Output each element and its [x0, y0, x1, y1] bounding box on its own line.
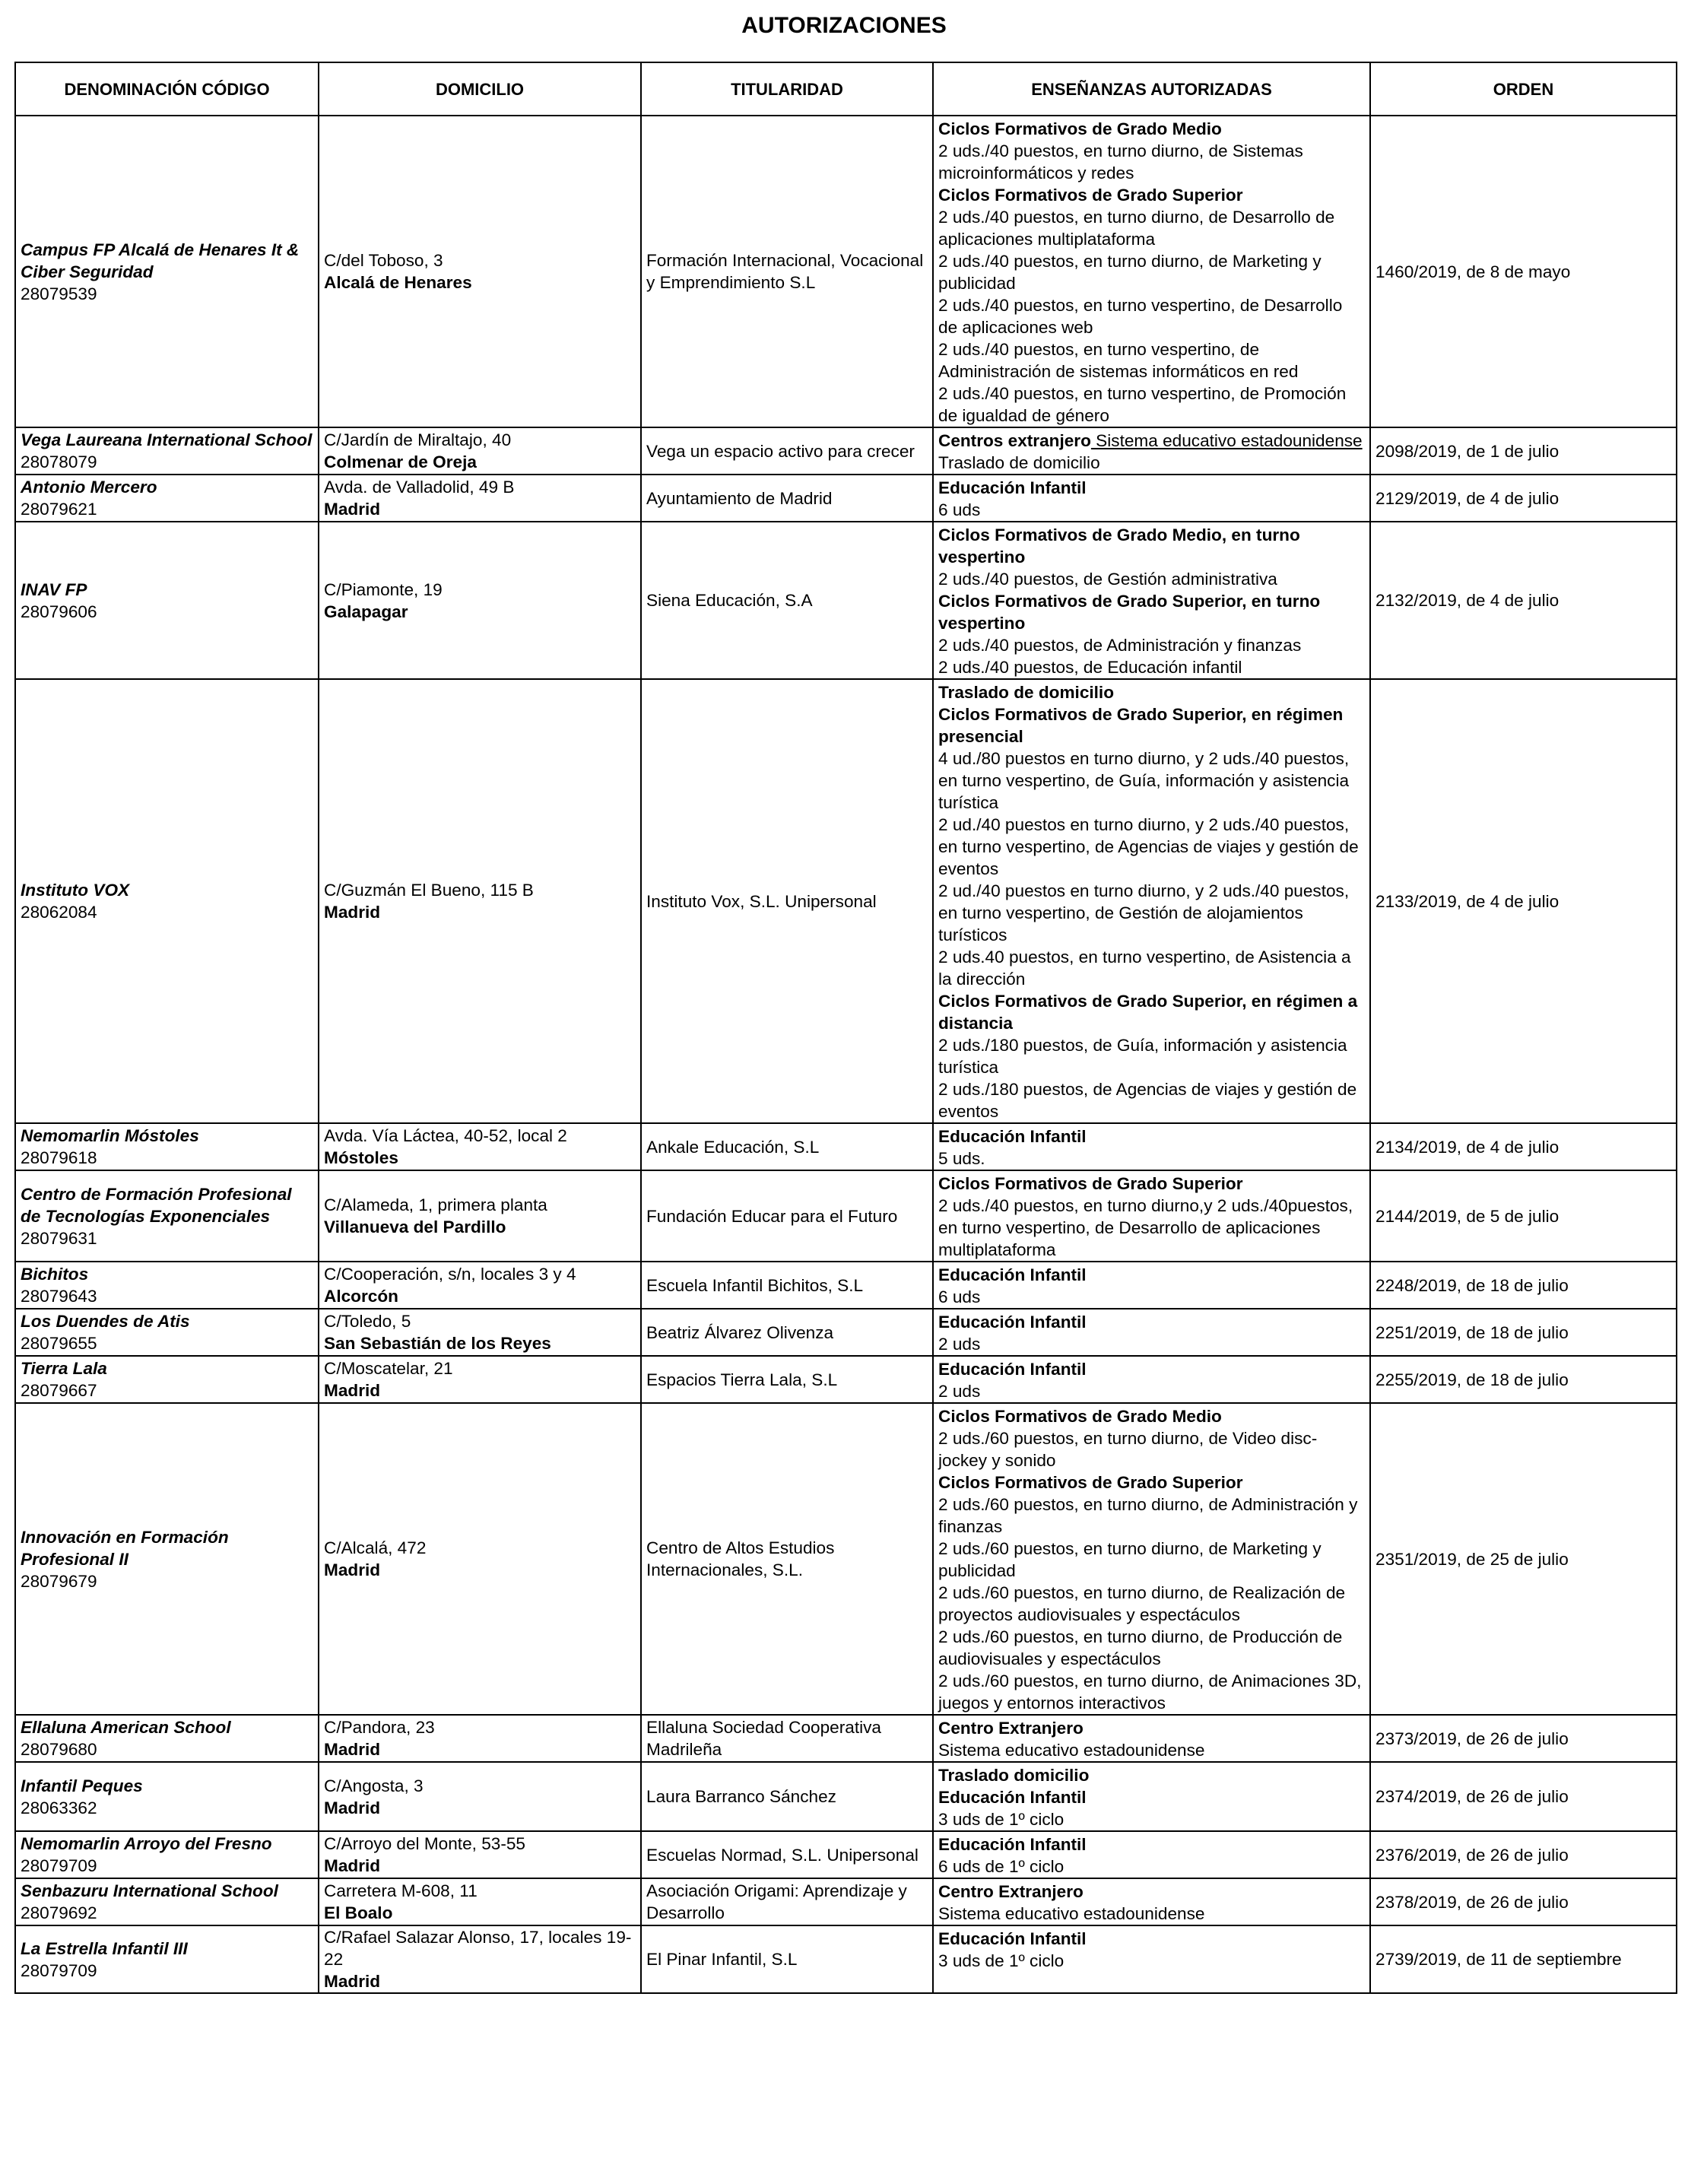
course-detail — [938, 1494, 1365, 1538]
center-cell — [15, 427, 319, 475]
course-detail — [938, 814, 1365, 880]
center-name: Vega Laureana International School — [21, 430, 313, 449]
course-text: Centro Extranjero — [938, 1882, 1084, 1901]
center-name: Senbazuru International School — [21, 1881, 278, 1900]
ownership-cell: Ellaluna Sociedad Cooperativa Madrileña — [641, 1715, 933, 1762]
center-cell — [15, 522, 319, 679]
course-text: Educación Infantil — [938, 1127, 1087, 1146]
table-row — [15, 1715, 1677, 1762]
city-name: Madrid — [324, 903, 381, 922]
course-text: 2 uds./40 puestos, en turno vespertino, de Promoción de igualdad de género — [938, 384, 1347, 425]
city-name: Alcalá de Henares — [324, 273, 472, 292]
center-cell — [15, 679, 319, 1123]
authorized-courses-cell — [933, 475, 1370, 522]
course-text: Ciclos Formativos de Grado Superior — [938, 1473, 1243, 1492]
order-cell: 2255/2019, de 18 de julio — [1370, 1356, 1677, 1403]
address-cell — [319, 679, 641, 1123]
center-code: 28079655 — [21, 1334, 97, 1353]
center-code: 28079631 — [21, 1228, 97, 1248]
order-cell: 2144/2019, de 5 de julio — [1370, 1170, 1677, 1262]
address-cell — [319, 1403, 641, 1715]
course-underlined-text: Sistema educativo estadounidense — [1090, 431, 1363, 450]
course-text: Ciclos Formativos de Grado Superior — [938, 1174, 1243, 1193]
course-text: 5 uds. — [938, 1149, 985, 1168]
center-name: Antonio Mercero — [21, 478, 157, 497]
order-cell: 2098/2019, de 1 de julio — [1370, 427, 1677, 475]
course-heading — [938, 477, 1365, 499]
course-text: 2 uds.40 puestos, en turno vespertino, de Asistencia a la dirección — [938, 948, 1351, 989]
street-address: Avda. Vía Láctea, 40-52, local 2 — [324, 1126, 567, 1145]
column-header-address: DOMICILIO — [319, 62, 641, 116]
course-detail — [938, 499, 1365, 521]
course-heading — [938, 184, 1365, 206]
center-cell — [15, 1262, 319, 1309]
center-cell — [15, 1831, 319, 1878]
course-detail — [938, 880, 1365, 946]
course-detail — [938, 338, 1365, 383]
course-heading — [938, 1358, 1365, 1380]
ownership-cell: Escuelas Normad, S.L. Unipersonal — [641, 1831, 933, 1878]
course-text: 2 uds./40 puestos, de Educación infantil — [938, 658, 1242, 677]
ownership-cell: Escuela Infantil Bichitos, S.L — [641, 1262, 933, 1309]
course-text: 3 uds de 1º ciclo — [938, 1951, 1065, 1970]
city-name: Madrid — [324, 1856, 381, 1875]
course-detail — [938, 1670, 1365, 1714]
course-text: 2 uds./40 puestos, en turno diurno,y 2 uds./40puestos, en turno vespertino, de Desarrollo de aplicaciones multiplataforma — [938, 1196, 1353, 1259]
course-heading — [938, 703, 1365, 748]
center-cell — [15, 1170, 319, 1262]
center-name: Campus FP Alcalá de Henares It & Ciber Seguridad — [21, 240, 300, 281]
course-text: Ciclos Formativos de Grado Superior, en régimen presencial — [938, 705, 1344, 746]
address-cell — [319, 1123, 641, 1170]
course-text: Educación Infantil — [938, 1788, 1087, 1807]
center-code: 28079709 — [21, 1960, 97, 1980]
order-cell: 2251/2019, de 18 de julio — [1370, 1309, 1677, 1356]
course-text: 2 uds — [938, 1382, 981, 1401]
order-cell: 2248/2019, de 18 de julio — [1370, 1262, 1677, 1309]
course-heading — [938, 118, 1365, 140]
center-cell — [15, 1309, 319, 1356]
course-text: 6 uds — [938, 500, 981, 519]
street-address: Avda. de Valladolid, 49 B — [324, 478, 515, 497]
table-row — [15, 522, 1677, 679]
course-text: Traslado domicilio — [938, 1766, 1090, 1785]
center-code: 28079679 — [21, 1571, 97, 1591]
course-detail — [938, 748, 1365, 814]
street-address: C/Pandora, 23 — [324, 1718, 435, 1737]
course-text: Traslado de domicilio — [938, 683, 1115, 702]
course-text: Educación Infantil — [938, 1835, 1087, 1854]
order-cell: 2133/2019, de 4 de julio — [1370, 679, 1677, 1123]
street-address: C/Jardín de Miraltajo, 40 — [324, 430, 512, 449]
address-cell — [319, 1925, 641, 1993]
address-cell — [319, 1262, 641, 1309]
center-name: Nemomarlin Arroyo del Fresno — [21, 1834, 272, 1853]
course-text: 2 uds./40 puestos, de Gestión administrativa — [938, 570, 1277, 589]
authorized-courses-cell — [933, 679, 1370, 1123]
authorized-courses-cell — [933, 1925, 1370, 1993]
course-detail — [938, 1195, 1365, 1261]
center-code: 28079606 — [21, 602, 97, 621]
course-detail — [938, 568, 1365, 590]
course-text: 4 ud./80 puestos en turno diurno, y 2 uds./40 puestos, en turno vespertino, de Guía, información y asistencia turística — [938, 749, 1350, 812]
course-text: 2 uds./40 puestos, de Administración y finanzas — [938, 636, 1302, 655]
authorized-courses-cell — [933, 1170, 1370, 1262]
ownership-cell: Ayuntamiento de Madrid — [641, 475, 933, 522]
authorized-courses-cell — [933, 1356, 1370, 1403]
order-cell: 2134/2019, de 4 de julio — [1370, 1123, 1677, 1170]
course-text: 2 uds./60 puestos, en turno diurno, de Administración y finanzas — [938, 1495, 1358, 1536]
street-address: C/Arroyo del Monte, 53-55 — [324, 1834, 525, 1853]
authorized-courses-cell — [933, 1715, 1370, 1762]
ownership-cell: Fundación Educar para el Futuro — [641, 1170, 933, 1262]
center-cell — [15, 1123, 319, 1170]
city-name: El Boalo — [324, 1903, 393, 1922]
authorized-courses-cell — [933, 1123, 1370, 1170]
order-cell: 2373/2019, de 26 de julio — [1370, 1715, 1677, 1762]
course-detail — [938, 1855, 1365, 1878]
center-code: 28063362 — [21, 1798, 97, 1817]
address-cell — [319, 1715, 641, 1762]
authorized-courses-cell — [933, 1831, 1370, 1878]
address-cell — [319, 427, 641, 475]
course-detail — [938, 1950, 1365, 1972]
course-text: 2 uds./60 puestos, en turno diurno, de Producción de audiovisuales y espectáculos — [938, 1627, 1343, 1668]
authorized-courses-cell — [933, 1309, 1370, 1356]
center-name: INAV FP — [21, 579, 87, 599]
course-detail — [938, 250, 1365, 294]
table-row — [15, 427, 1677, 475]
order-cell: 2374/2019, de 26 de julio — [1370, 1762, 1677, 1831]
course-heading — [938, 1833, 1365, 1855]
address-cell — [319, 1170, 641, 1262]
center-code: 28079667 — [21, 1381, 97, 1400]
center-cell — [15, 1715, 319, 1762]
table-row — [15, 679, 1677, 1123]
city-name: Madrid — [324, 1972, 381, 1991]
address-cell — [319, 1762, 641, 1831]
course-detail — [938, 1034, 1365, 1078]
center-cell — [15, 1878, 319, 1925]
street-address: C/Moscatelar, 21 — [324, 1359, 453, 1378]
address-cell — [319, 522, 641, 679]
course-detail — [938, 140, 1365, 184]
street-address: C/Cooperación, s/n, locales 3 y 4 — [324, 1265, 576, 1284]
street-address: C/Alcalá, 472 — [324, 1538, 427, 1557]
street-address: C/Toledo, 5 — [324, 1312, 411, 1331]
ownership-cell: Beatriz Álvarez Olivenza — [641, 1309, 933, 1356]
course-text: Ciclos Formativos de Grado Medio — [938, 119, 1222, 138]
course-heading — [938, 524, 1365, 568]
table-row — [15, 1262, 1677, 1309]
authorized-courses-cell — [933, 116, 1370, 427]
order-cell: 2132/2019, de 4 de julio — [1370, 522, 1677, 679]
course-text: 2 uds./60 puestos, en turno diurno, de Animaciones 3D, juegos y entornos interactivos — [938, 1671, 1362, 1713]
ownership-cell: Siena Educación, S.A — [641, 522, 933, 679]
center-name: Ellaluna American School — [21, 1718, 231, 1737]
center-name: Nemomarlin Móstoles — [21, 1126, 199, 1145]
table-row — [15, 1831, 1677, 1878]
ownership-cell: Asociación Origami: Aprendizaje y Desarrollo — [641, 1878, 933, 1925]
course-text: 3 uds de 1º ciclo — [938, 1810, 1065, 1829]
city-name: Galapagar — [324, 602, 408, 621]
authorized-courses-cell — [933, 427, 1370, 475]
center-cell — [15, 1925, 319, 1993]
ownership-cell: Vega un espacio activo para crecer — [641, 427, 933, 475]
course-text: Sistema educativo estadounidense — [938, 1741, 1205, 1760]
column-header-name-code: DENOMINACIÓN CÓDIGO — [15, 62, 319, 116]
course-text: Ciclos Formativos de Grado Superior, en régimen a distancia — [938, 992, 1358, 1033]
course-detail — [938, 1427, 1365, 1471]
city-name: Alcorcón — [324, 1287, 398, 1306]
street-address: C/Piamonte, 19 — [324, 579, 443, 599]
course-heading — [938, 1717, 1365, 1739]
course-text: 2 uds./60 puestos, en turno diurno, de Video disc-jockey y sonido — [938, 1429, 1318, 1470]
center-name: Los Duendes de Atis — [21, 1312, 190, 1331]
center-cell — [15, 1356, 319, 1403]
city-name: San Sebastián de los Reyes — [324, 1334, 551, 1353]
course-text: Educación Infantil — [938, 478, 1087, 497]
ownership-cell: Espacios Tierra Lala, S.L — [641, 1356, 933, 1403]
course-detail — [938, 452, 1365, 474]
course-heading — [938, 1405, 1365, 1427]
center-name: Infantil Peques — [21, 1776, 143, 1795]
course-detail — [938, 1582, 1365, 1626]
course-text: Centros extranjero — [938, 431, 1091, 450]
center-name: Instituto VOX — [21, 881, 130, 900]
course-text: 2 uds./40 puestos, en turno vespertino, de Administración de sistemas informáticos en red — [938, 340, 1299, 381]
page-title: AUTORIZACIONES — [741, 13, 947, 38]
center-cell — [15, 475, 319, 522]
course-text: Ciclos Formativos de Grado Superior, en turno vespertino — [938, 592, 1321, 633]
address-cell — [319, 475, 641, 522]
course-detail — [938, 294, 1365, 338]
order-cell: 2376/2019, de 26 de julio — [1370, 1831, 1677, 1878]
ownership-cell: Ankale Educación, S.L — [641, 1123, 933, 1170]
authorized-courses-cell — [933, 1878, 1370, 1925]
city-name: Madrid — [324, 500, 381, 519]
ownership-cell: El Pinar Infantil, S.L — [641, 1925, 933, 1993]
course-detail — [938, 1903, 1365, 1925]
center-code: 28062084 — [21, 903, 97, 922]
course-text: 2 uds./180 puestos, de Guía, información y asistencia turística — [938, 1036, 1347, 1077]
table-header-row — [15, 62, 1677, 116]
course-text: 6 uds de 1º ciclo — [938, 1857, 1065, 1876]
authorized-courses-cell — [933, 522, 1370, 679]
center-code: 28078079 — [21, 452, 97, 471]
course-heading — [938, 430, 1365, 452]
table-row — [15, 1309, 1677, 1356]
center-code: 28079621 — [21, 500, 97, 519]
course-text: Ciclos Formativos de Grado Medio — [938, 1407, 1222, 1426]
course-text: Educación Infantil — [938, 1929, 1087, 1948]
course-heading — [938, 590, 1365, 634]
course-text: Educación Infantil — [938, 1360, 1087, 1379]
course-detail — [938, 1739, 1365, 1761]
course-detail — [938, 1626, 1365, 1670]
course-detail — [938, 1808, 1365, 1830]
address-cell — [319, 116, 641, 427]
center-cell — [15, 1762, 319, 1831]
center-code: 28079539 — [21, 284, 97, 303]
center-code: 28079643 — [21, 1287, 97, 1306]
address-cell — [319, 1309, 641, 1356]
table-body — [15, 116, 1677, 1993]
center-code: 28079692 — [21, 1903, 97, 1922]
course-detail — [938, 656, 1365, 678]
street-address: C/Guzmán El Bueno, 115 B — [324, 881, 534, 900]
city-name: Madrid — [324, 1798, 381, 1817]
order-cell: 2129/2019, de 4 de julio — [1370, 475, 1677, 522]
course-detail — [938, 946, 1365, 990]
course-detail — [938, 634, 1365, 656]
table-row — [15, 1403, 1677, 1715]
course-heading — [938, 681, 1365, 703]
column-header-ownership: TITULARIDAD — [641, 62, 933, 116]
course-heading — [938, 1173, 1365, 1195]
order-cell: 1460/2019, de 8 de mayo — [1370, 116, 1677, 427]
column-header-authorized-courses: ENSEÑANZAS AUTORIZADAS — [933, 62, 1370, 116]
center-name: La Estrella Infantil III — [21, 1938, 188, 1958]
course-text: 2 uds./40 puestos, en turno diurno, de Desarrollo de aplicaciones multiplataforma — [938, 208, 1335, 249]
city-name: Madrid — [324, 1381, 381, 1400]
table-row — [15, 1123, 1677, 1170]
center-code: 28079618 — [21, 1148, 97, 1167]
course-text: 2 uds./40 puestos, en turno diurno, de Marketing y publicidad — [938, 252, 1322, 293]
course-text: 2 uds./60 puestos, en turno diurno, de Marketing y publicidad — [938, 1539, 1322, 1580]
course-heading — [938, 1881, 1365, 1903]
course-text: Educación Infantil — [938, 1265, 1087, 1284]
course-text: 2 uds./40 puestos, en turno vespertino, de Desarrollo de aplicaciones web — [938, 296, 1343, 337]
table-row — [15, 116, 1677, 427]
order-cell: 2739/2019, de 11 de septiembre — [1370, 1925, 1677, 1993]
course-text: Centro Extranjero — [938, 1719, 1084, 1738]
street-address: C/Alameda, 1, primera planta — [324, 1195, 547, 1214]
course-text: 2 uds./60 puestos, en turno diurno, de Realización de proyectos audiovisuales y espectáculos — [938, 1583, 1346, 1624]
course-text: 6 uds — [938, 1287, 981, 1306]
course-text: Educación Infantil — [938, 1313, 1087, 1332]
center-name: Centro de Formación Profesional de Tecnologías Exponenciales — [21, 1184, 292, 1226]
course-detail — [938, 1333, 1365, 1355]
table-row — [15, 1762, 1677, 1831]
course-heading — [938, 1125, 1365, 1148]
city-name: Colmenar de Oreja — [324, 452, 477, 471]
course-heading — [938, 1471, 1365, 1494]
course-detail — [938, 383, 1365, 427]
authorized-courses-cell — [933, 1403, 1370, 1715]
street-address: C/del Toboso, 3 — [324, 251, 443, 270]
course-detail — [938, 1538, 1365, 1582]
city-name: Villanueva del Pardillo — [324, 1217, 506, 1236]
ownership-cell: Centro de Altos Estudios Internacionales, S.L. — [641, 1403, 933, 1715]
course-heading — [938, 1311, 1365, 1333]
order-cell: 2351/2019, de 25 de julio — [1370, 1403, 1677, 1715]
course-text: Ciclos Formativos de Grado Superior — [938, 186, 1243, 205]
center-cell — [15, 1403, 319, 1715]
course-heading — [938, 990, 1365, 1034]
course-heading — [938, 1928, 1365, 1950]
center-name: Tierra Lala — [21, 1359, 107, 1378]
course-detail — [938, 1078, 1365, 1122]
course-detail — [938, 1148, 1365, 1170]
center-name: Bichitos — [21, 1265, 89, 1284]
authorizations-table — [14, 62, 1677, 1994]
course-text: Sistema educativo estadounidense — [938, 1904, 1205, 1923]
column-header-order: ORDEN — [1370, 62, 1677, 116]
city-name: Madrid — [324, 1560, 381, 1579]
course-text: 2 uds./40 puestos, en turno diurno, de Sistemas microinformáticos y redes — [938, 141, 1303, 183]
table-row — [15, 1170, 1677, 1262]
street-address: C/Rafael Salazar Alonso, 17, locales 19-22 — [324, 1928, 632, 1969]
course-text: Ciclos Formativos de Grado Medio, en turno vespertino — [938, 525, 1300, 567]
street-address: C/Angosta, 3 — [324, 1776, 424, 1795]
street-address: Carretera M-608, 11 — [324, 1881, 478, 1900]
course-detail — [938, 1286, 1365, 1308]
authorized-courses-cell — [933, 1762, 1370, 1831]
course-heading — [938, 1264, 1365, 1286]
course-heading — [938, 1786, 1365, 1808]
center-cell — [15, 116, 319, 427]
center-code: 28079680 — [21, 1740, 97, 1759]
city-name: Móstoles — [324, 1148, 398, 1167]
course-detail — [938, 1380, 1365, 1402]
ownership-cell: Instituto Vox, S.L. Unipersonal — [641, 679, 933, 1123]
course-detail — [938, 206, 1365, 250]
table-row — [15, 475, 1677, 522]
course-text: 2 ud./40 puestos en turno diurno, y 2 uds./40 puestos, en turno vespertino, de Gestión de alojamientos turísticos — [938, 881, 1350, 944]
table-row — [15, 1878, 1677, 1925]
center-code: 28079709 — [21, 1856, 97, 1875]
table-row — [15, 1925, 1677, 1993]
course-text: 2 ud./40 puestos en turno diurno, y 2 uds./40 puestos, en turno vespertino, de Agencias de viajes y gestión de eventos — [938, 815, 1359, 878]
table-row — [15, 1356, 1677, 1403]
ownership-cell: Laura Barranco Sánchez — [641, 1762, 933, 1831]
course-heading — [938, 1764, 1365, 1786]
ownership-cell: Formación Internacional, Vocacional y Emprendimiento S.L — [641, 116, 933, 427]
address-cell — [319, 1356, 641, 1403]
center-name: Innovación en Formación Profesional II — [21, 1527, 229, 1569]
address-cell — [319, 1878, 641, 1925]
city-name: Madrid — [324, 1740, 381, 1759]
course-text: Traslado de domicilio — [938, 453, 1100, 472]
course-text: 2 uds — [938, 1335, 981, 1354]
order-cell: 2378/2019, de 26 de julio — [1370, 1878, 1677, 1925]
authorized-courses-cell — [933, 1262, 1370, 1309]
address-cell — [319, 1831, 641, 1878]
course-text: 2 uds./180 puestos, de Agencias de viajes y gestión de eventos — [938, 1080, 1357, 1121]
